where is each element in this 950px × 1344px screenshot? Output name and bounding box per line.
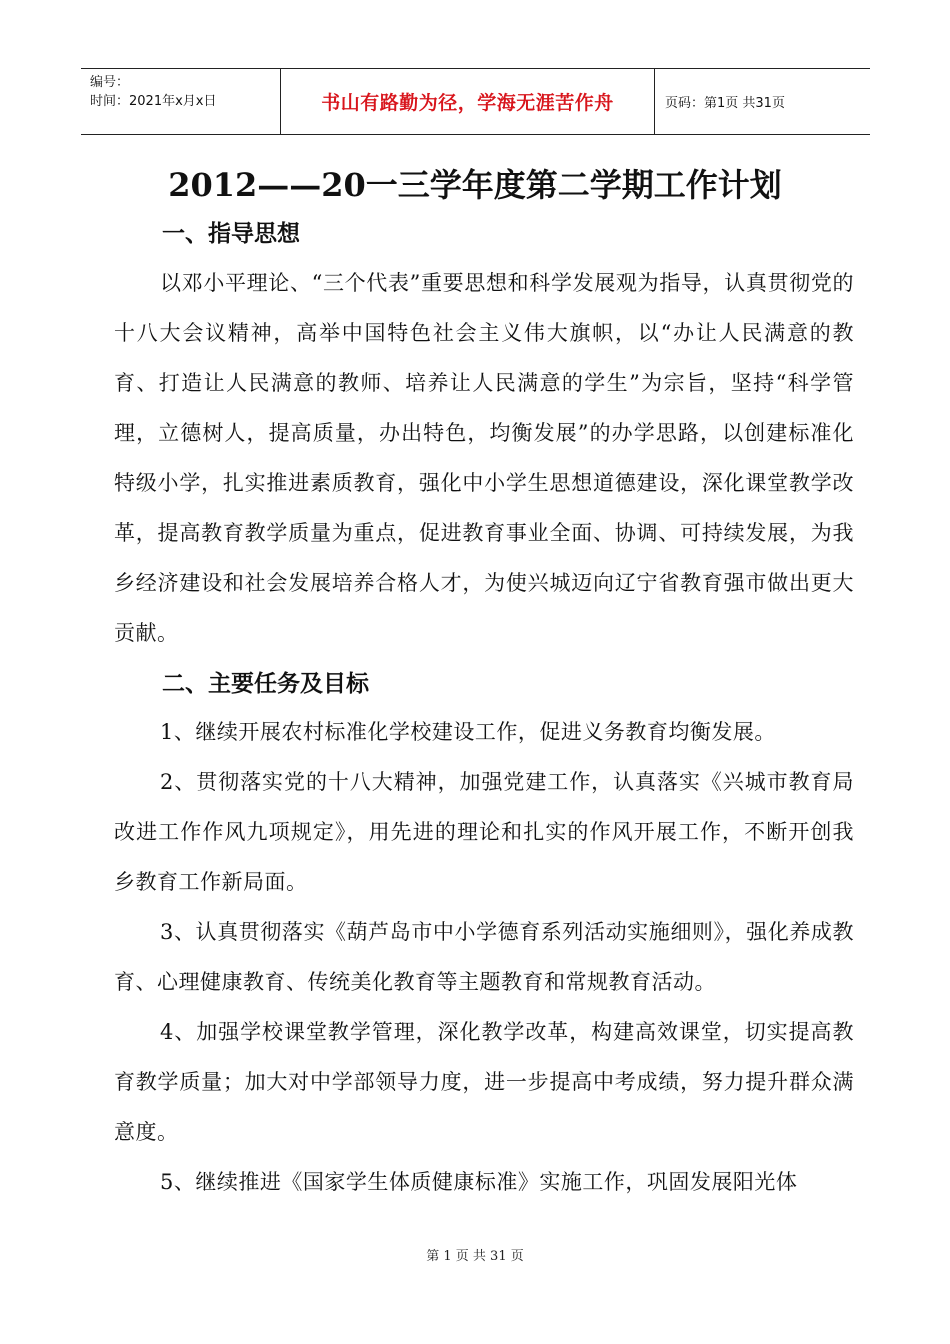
task-item-2: 2、贯彻落实党的十八大精神，加强党建工作，认真落实《兴城市教育局改进工作作风九项规定》，用先进的理论和扎实的作风开展工作，不断开创我乡教育工作新局面。 bbox=[114, 770, 854, 894]
task-item-5: 5、继续推进《国家学生体质健康标准》实施工作，巩固发展阳光体 bbox=[160, 1170, 798, 1194]
paragraph-guiding-ideology: 以邓小平理论、“三个代表”重要思想和科学发展观为指导，认真贯彻党的十八大会议精神，高举中国特色社会主义伟大旗帜，以“办让人民满意的教育、打造让人民满意的教师、培养让人民满意的学生”为宗旨，坚持“科学管理，立德树人，提高质量，办出特色，均衡发展”的办学思路，以创建标准化特级小学，扎实推进素质教育，强化中小学生思想道德建设，深化课堂教学改革，提高教育教学质量为重点，促进教育事业全面、协调、可持续发展，为我乡经济建设和社会发展培养合格人才，为使兴城迈向辽宁省教育强市做出更大贡献。 bbox=[114, 271, 854, 645]
section-heading-main-tasks: 二、主要任务及目标 bbox=[162, 671, 369, 697]
number-label: 编号： bbox=[90, 75, 130, 90]
time-label: 时间：2021年x月x日 bbox=[90, 94, 217, 109]
section-heading-guiding-ideology: 一、指导思想 bbox=[162, 221, 300, 247]
document-header bbox=[81, 68, 870, 135]
document-title: 2012——20一三学年度第二学期工作计划 bbox=[168, 166, 782, 204]
header-page-info: 页码：第1页 共31页 bbox=[665, 96, 785, 111]
header-motto: 书山有路勤为径，学海无涯苦作舟 bbox=[281, 69, 655, 134]
task-item-1: 1、继续开展农村标准化学校建设工作，促进义务教育均衡发展。 bbox=[160, 720, 776, 744]
header-meta-cell bbox=[81, 69, 281, 134]
task-item-3: 3、认真贯彻落实《葫芦岛市中小学德育系列活动实施细则》，强化养成教育、心理健康教育、传统美化教育等主题教育和常规教育活动。 bbox=[114, 920, 854, 994]
task-item-4: 4、加强学校课堂教学管理，深化教学改革，构建高效课堂，切实提高教育教学质量；加大对中学部领导力度，进一步提高中考成绩，努力提升群众满意度。 bbox=[114, 1020, 854, 1144]
page-footer: 第 1 页 共 31 页 bbox=[426, 1249, 524, 1264]
